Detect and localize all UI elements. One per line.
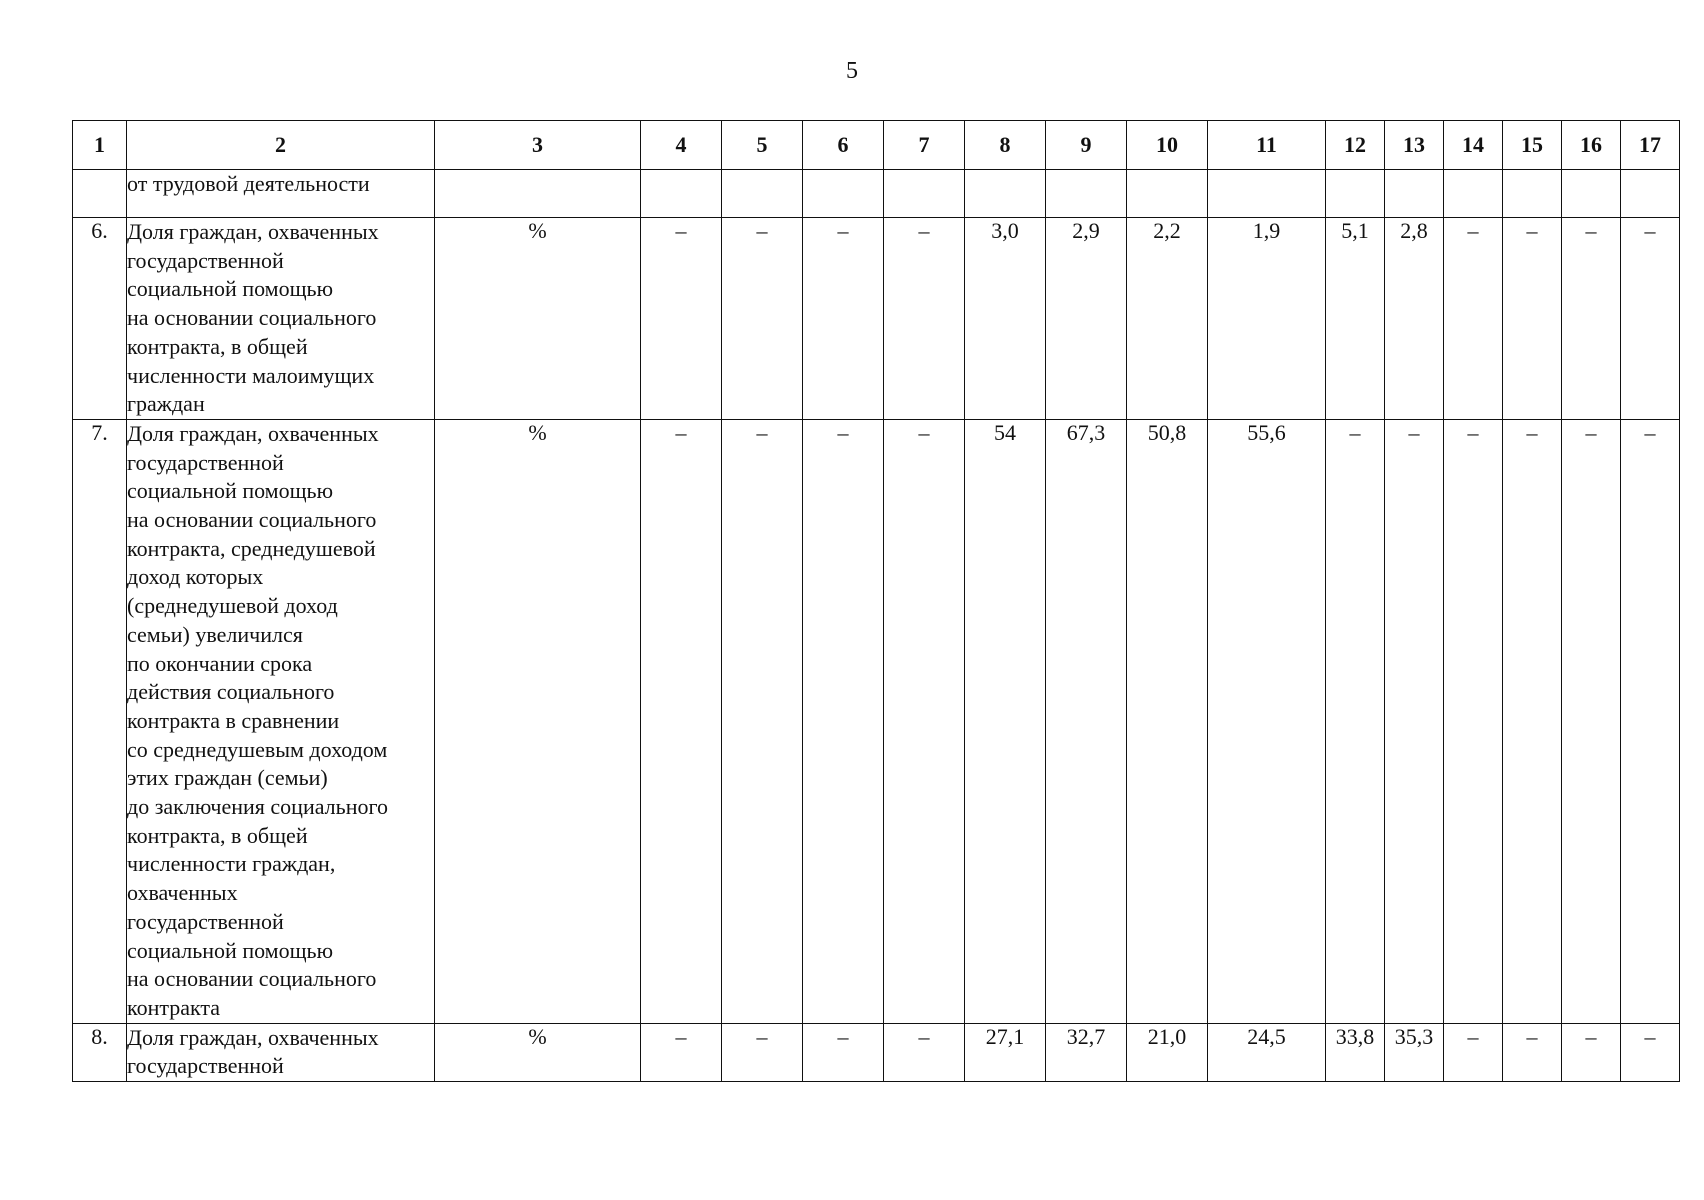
row-number-cell [73,170,127,218]
table-row [73,419,1680,1023]
value-cell: 1,9 [1208,218,1326,420]
column-header: 13 [1385,121,1444,170]
value-cell: – [1385,419,1444,1023]
value-cell: – [722,419,803,1023]
indicator-name-cell [127,419,435,1023]
value-cell [722,170,803,218]
unit-cell: % [435,1023,641,1081]
unit-cell [435,170,641,218]
value-cell: – [1444,419,1503,1023]
column-header: 16 [1562,121,1621,170]
value-cell: – [1562,218,1621,420]
value-cell: 3,0 [965,218,1046,420]
column-header: 1 [73,121,127,170]
value-cell: – [641,419,722,1023]
column-header: 11 [1208,121,1326,170]
value-cell: – [641,218,722,420]
value-cell: – [1503,1023,1562,1081]
indicator-name-line: по окончании срока [127,650,313,676]
table-row [73,218,1680,420]
value-cell: – [803,218,884,420]
table-row [73,1023,1680,1081]
value-cell: 5,1 [1326,218,1385,420]
value-cell: – [1621,419,1680,1023]
column-header: 6 [803,121,884,170]
value-cell: – [1444,1023,1503,1081]
value-cell: 2,9 [1046,218,1127,420]
value-cell: 2,8 [1385,218,1444,420]
value-cell: – [1621,218,1680,420]
value-cell: – [722,218,803,420]
indicator-name-line: численности малоимущих [127,362,375,388]
column-header: 8 [965,121,1046,170]
indicator-name-line: Доля граждан, охваченных [127,420,379,446]
table-body [73,170,1680,1082]
value-cell: 50,8 [1127,419,1208,1023]
indicator-name-line: контракта, среднедушевой [127,535,376,561]
table-row [73,170,1680,218]
column-header: 15 [1503,121,1562,170]
row-number-cell: 6. [73,218,127,420]
value-cell [884,170,965,218]
value-cell: – [1562,419,1621,1023]
value-cell: 55,6 [1208,419,1326,1023]
indicator-name-line: контракта [127,994,221,1020]
indicator-name-line: действия социального [127,679,335,705]
column-header: 17 [1621,121,1680,170]
value-cell: 54 [965,419,1046,1023]
value-cell: – [641,1023,722,1081]
value-cell: 32,7 [1046,1023,1127,1081]
column-header: 3 [435,121,641,170]
value-cell [1326,170,1385,218]
value-cell: – [884,1023,965,1081]
value-cell [1621,170,1680,218]
column-header: 4 [641,121,722,170]
indicator-name-line: контракта, в общей [127,822,308,848]
column-header: 12 [1326,121,1385,170]
indicator-name-cell [127,170,435,218]
column-header: 5 [722,121,803,170]
unit-cell: % [435,218,641,420]
value-cell: – [803,1023,884,1081]
indicator-name-line: (среднедушевой доход [127,593,338,619]
unit-cell: % [435,419,641,1023]
value-cell: 27,1 [965,1023,1046,1081]
value-cell: 33,8 [1326,1023,1385,1081]
value-cell: – [1562,1023,1621,1081]
indicator-name-line: государственной [127,449,284,475]
indicator-name-line: Доля граждан, охваченных [127,1024,379,1050]
indicator-name-line: на основании социального [127,966,377,992]
indicator-name-line: контракта в сравнении [127,707,340,733]
value-cell: – [1503,419,1562,1023]
value-cell [1046,170,1127,218]
value-cell [641,170,722,218]
column-header: 7 [884,121,965,170]
row-number-cell: 7. [73,419,127,1023]
indicator-name-line: до заключения социального [127,794,388,820]
row-number-cell: 8. [73,1023,127,1081]
value-cell: – [803,419,884,1023]
value-cell [965,170,1046,218]
value-cell: 2,2 [1127,218,1208,420]
indicator-name-line: на основании социального [127,305,377,331]
header-row [73,121,1680,170]
indicator-name-cell [127,218,435,420]
value-cell: – [1444,218,1503,420]
indicator-name-cell [127,1023,435,1081]
value-cell: – [1621,1023,1680,1081]
value-cell [1127,170,1208,218]
indicator-name-line: государственной [127,247,284,273]
indicator-name-line: семьи) увеличился [127,621,303,647]
value-cell: – [1326,419,1385,1023]
value-cell [1562,170,1621,218]
indicator-name-line: на основании социального [127,507,377,533]
indicator-name-line: от трудовой деятельности [127,171,370,196]
value-cell: – [722,1023,803,1081]
value-cell: 21,0 [1127,1023,1208,1081]
indicator-name-line: охваченных [127,880,238,906]
value-cell [1385,170,1444,218]
indicator-name-line: социальной помощью [127,478,334,504]
value-cell [1503,170,1562,218]
value-cell: 35,3 [1385,1023,1444,1081]
value-cell: 67,3 [1046,419,1127,1023]
indicator-name-line: граждан [127,391,205,417]
indicator-name-line: государственной [127,1053,284,1079]
indicator-name-line: Доля граждан, охваченных [127,219,379,244]
indicator-name-line: численности граждан, [127,851,336,877]
value-cell [803,170,884,218]
value-cell: – [1503,218,1562,420]
column-header: 9 [1046,121,1127,170]
value-cell: – [884,218,965,420]
value-cell: 24,5 [1208,1023,1326,1081]
indicator-name-line: социальной помощью [127,276,334,302]
indicator-name-line: доход которых [127,564,264,590]
column-header: 14 [1444,121,1503,170]
indicator-name-line: контракта, в общей [127,333,308,359]
page-number: 5 [846,58,858,84]
indicator-name-line: со среднедушевым доходом [127,736,388,762]
indicator-name-line: этих граждан (семьи) [127,765,328,791]
indicator-name-line: государственной [127,908,284,934]
value-cell [1208,170,1326,218]
column-header: 2 [127,121,435,170]
indicator-name-line: социальной помощью [127,937,334,963]
indicators-table [72,120,1680,1082]
value-cell [1444,170,1503,218]
column-header: 10 [1127,121,1208,170]
value-cell: – [884,419,965,1023]
